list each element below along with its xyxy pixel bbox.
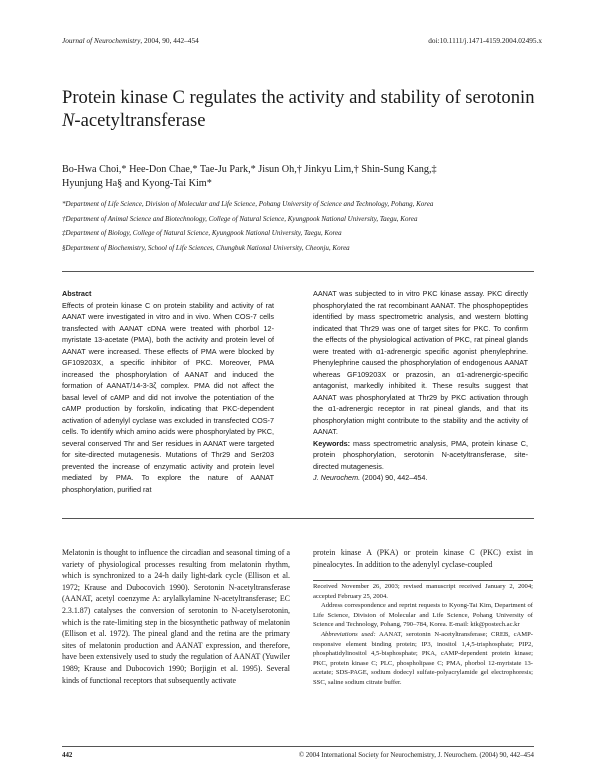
footnote-received: Received November 26, 2003; revised manuscript received January 2, 2004; accepted February 25, 2004. bbox=[313, 583, 533, 600]
abstract-top-rule bbox=[62, 271, 534, 272]
footer-rule bbox=[62, 746, 534, 747]
authors-line-1: Bo-Hwa Choi,* Hee-Don Chae,* Tae-Ju Park,* Jisun Oh,† Jinkyu Lim,† Shin-Sung Kang,‡ bbox=[62, 164, 437, 175]
abstract-left-text: Effects of protein kinase C on protein stability and activity of rat AANAT were investigated in vitro and in vivo. When COS-7 cells transfected with AANAT cDNA were treated with phorbol 12-myristate 13-acetate (PMA), both the activity and protein level of AANAT were increased. These effects of PMA were blocked by GF109203X, a specific inhibitor of PKC. Moreover, PMA increased the phosphorylation of AANAT and induced the formation of AANAT/14-3-3ζ complex. PMA did not affect the basal level of cAMP and did not involve the potentiation of the cAMP production by forskolin, indicating that PKC-dependent activation of adenylyl cyclase was excluded in transfected COS-7 cells. To identify which amino acids were phosphorylated by PKC, several conserved Thr and Ser residues in AANAT were targeted for site-directed mutagenesis. Mutations of Thr29 and Ser203 prevented the increase of enzymatic activity and protein level mediated by PMA. To explore the nature of AANAT phosphorylation, purified rat bbox=[62, 300, 274, 494]
title-line-1: Protein kinase C regulates the activity and stability of serotonin bbox=[62, 87, 535, 108]
authors-line-2: Hyunjung Ha§ and Kyong-Tai Kim* bbox=[62, 178, 212, 189]
footnote-abbreviations bbox=[313, 630, 533, 688]
paper-title bbox=[62, 86, 542, 132]
citation-rest: (2004) 90, 442–454. bbox=[362, 473, 428, 482]
copyright: © 2004 International Society for Neurochemistry, J. Neurochem. (2004) 90, 442–454 bbox=[298, 752, 534, 759]
footnotes bbox=[313, 582, 533, 688]
title-line-2 bbox=[62, 109, 542, 132]
running-head bbox=[62, 36, 542, 45]
title-italic-n: N bbox=[62, 110, 75, 131]
doi: doi:10.1111/j.1471-4159.2004.02495.x bbox=[428, 36, 542, 45]
journal-citation: , 2004, 90, 442–454 bbox=[140, 36, 199, 45]
journal-name: Journal of Neurochemistry bbox=[62, 36, 141, 45]
abstract-citation bbox=[313, 472, 528, 484]
keywords-label: Keywords: bbox=[313, 438, 351, 448]
footnote-address: Address correspondence and reprint requests to Kyong-Tai Kim, Department of Life Science, Division of Molecular and Life Science, Pohang University of Science and Technology, Pohang, 790–784, Korea. E-mail: ktk@postech.ac.kr bbox=[313, 602, 533, 629]
keywords-text: mass spectrometric analysis, PMA, protein kinase C, protein phosphorylation, serotonin N-acetyltransferase, site-directed mutagenesis. bbox=[313, 438, 528, 471]
abstract-right-column bbox=[313, 288, 528, 484]
abstract-bottom-rule bbox=[62, 518, 534, 519]
affiliation: *Department of Life Science, Division of Molecular and Life Science, Pohang University of Science and Technology, Pohang, Korea bbox=[62, 200, 434, 208]
page-number: 442 bbox=[62, 752, 73, 759]
affiliation: §Department of Biochemistry, School of Life Sciences, Chungbuk National University, Cheonju, Korea bbox=[62, 243, 350, 252]
abstract-left-column bbox=[62, 288, 274, 495]
body-right-column: protein kinase A (PKA) or protein kinase C (PKC) exist in pinealocytes. In addition to the adenylyl cyclase-coupled bbox=[313, 548, 533, 569]
abbreviations-text: AANAT, serotonin N-acetyltransferase; CREB, cAMP-responsive element binding protein; IP3, inositol 1,4,5-trisphosphate; PIP2, phosphatidylinositol 4,5-bisphosphate; PKA, cAMP-dependent protein kinase; PKC, protein kinase C; PLC, phospholipase C; PMA, phorbol 12-myristate 13-acetate; SDS-PAGE, sodium dodecyl sulfate-polyacrylamide gel electrophoresis; SSC, saline sodium citrate buffer. bbox=[313, 630, 533, 686]
affiliations bbox=[62, 197, 542, 255]
author-list bbox=[62, 163, 542, 191]
affiliation: †Department of Animal Science and Biotechnology, College of Natural Science, Kyungpook National University, Taegu, Korea bbox=[62, 214, 418, 223]
title-line-2-rest: -acetyltransferase bbox=[74, 110, 206, 131]
footnote-rule bbox=[313, 580, 533, 581]
abbreviations-label: Abbreviations used: bbox=[321, 630, 376, 638]
citation-journal: J. Neurochem. bbox=[313, 473, 361, 482]
abstract-right-text: AANAT was subjected to in vitro PKC kinase assay. PKC directly phosphorylated the rat recombinant AANAT. The phosphopeptides identified by mass spectrometric analysis, and western blotting indicated that Thr29 was one of target sites for PKC. To confirm the effects of the physiological activation of PKC, rat pineal glands were treated with α1-adrenergic specific agonist phenylephrine. Phenylephrine caused the phosphorylation of endogenous AANAT whereas GF109203X or prazosin, an α1-adrenergic-specific antagonist, markedly inhibited it. These results suggest that AANAT was phosphorylated at Thr29 by PKC activation through the α1-adrenergic receptor in rat pineal glands, and that its phosphorylation might contribute to the stability and the activity of AANAT. bbox=[313, 289, 528, 436]
body-left-column: Melatonin is thought to influence the circadian and seasonal timing of a variety of physiological processes resulting from melatonin rhythm, which is synchronized to a 24-h daily light-dark cycle (Ellison et al. 1972; Krause and Dubocovich 1990). Serotonin N-acetyltransferase (AANAT, acetyl coenzyme A: arylalkylamine N-acetyltransferase; EC 2.3.1.87) catalyses the conversion of serotonin to N-acetylserotonin, which is the rate-limiting step in the biosynthetic pathway of melatonin (Ellison et al. 1972). The pineal gland and the retina are the primary sites of melatonin production and AANAT expression, and therefore, have been extensively used to study the regulation of AANAT (Yuwiler 1989; Krause and Dubocovich 1990; Borjigin et al. 1995). Several kinds of functional receptors that subsequently activate bbox=[62, 548, 290, 685]
keywords bbox=[313, 438, 528, 473]
abstract-heading: Abstract bbox=[62, 289, 92, 298]
affiliation: ‡Department of Biology, College of Natural Science, Kyungpook National University, Taegu, Korea bbox=[62, 229, 342, 237]
